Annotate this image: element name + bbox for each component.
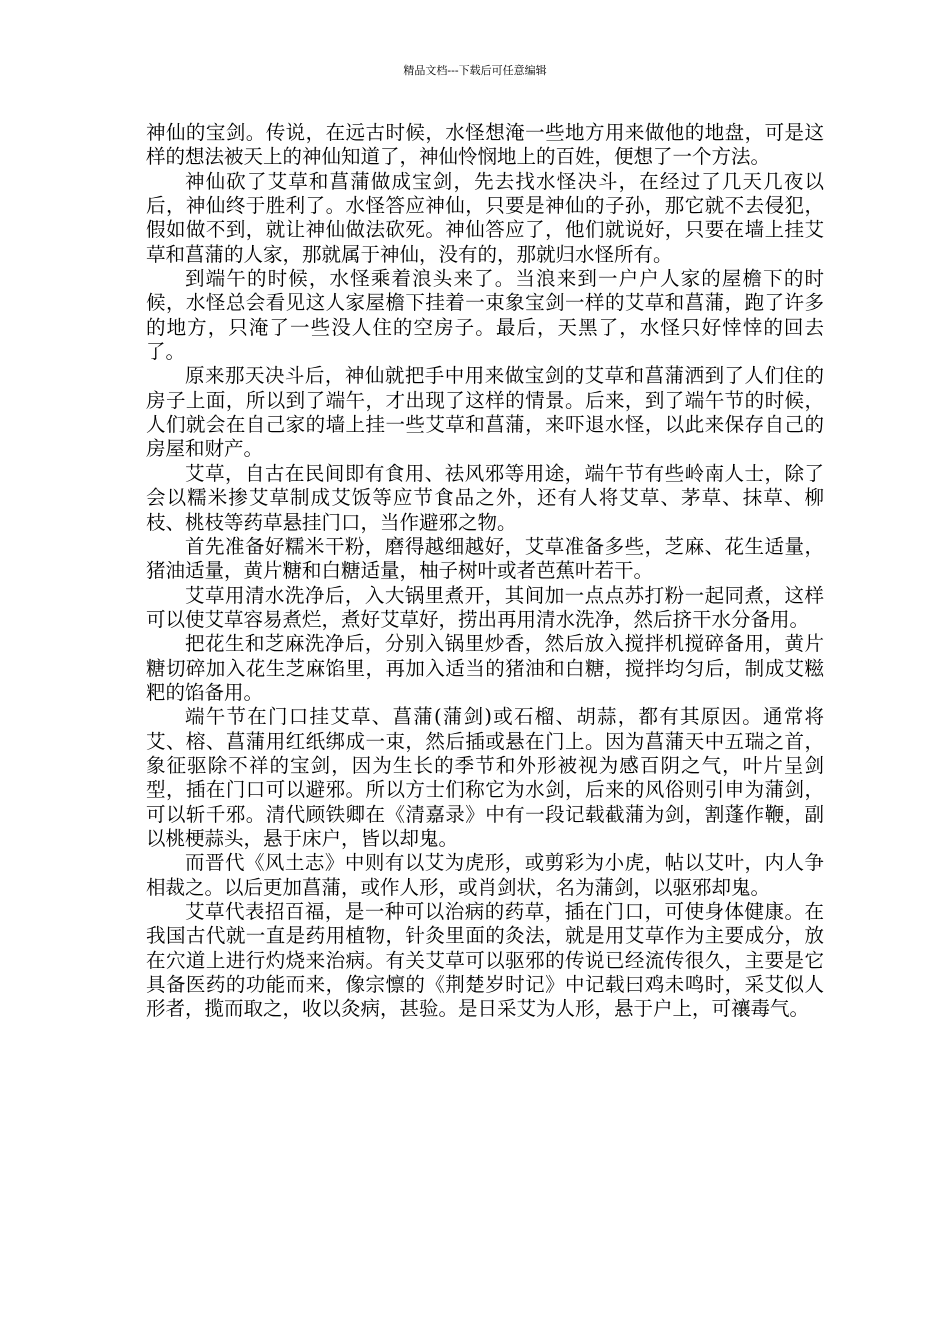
page-header: 精品文档---下载后可任意编辑 <box>403 64 547 77</box>
paragraph: 首先准备好糯米干粉，磨得越细越好，艾草准备多些，芝麻、花生适量，猪油适量，黄片糖和白糖适量，柚子树叶或者芭蕉叶若干。 <box>146 534 824 583</box>
paragraph: 而晋代《风土志》中则有以艾为虎形，或剪彩为小虎，帖以艾叶，内人争相裁之。以后更加菖蒲，或作人形，或肖剑状，名为蒲剑，以驱邪却鬼。 <box>146 851 824 899</box>
paragraph: 艾草代表招百福，是一种可以治病的药草，插在门口，可使身体健康。在我国古代就一直是药用植物，针灸里面的灸法，就是用艾草作为主要成分，放在穴道上进行灼烧来治病。有关艾草可以驱邪的传说已经流传很久，主要是它具备医药的功能而来，像宗懔的《荆楚岁时记》中记载曰鸡未鸣时，采艾似人形者，揽而取之，收以灸病，甚验。是日采艾为人形，悬于户上，可禳毒气。 <box>146 900 824 1021</box>
paragraph: 到端午的时候，水怪乘着浪头来了。当浪来到一户户人家的屋檐下的时候，水怪总会看见这人家屋檐下挂着一束象宝剑一样的艾草和菖蒲，跑了许多的地方，只淹了一些没人住的空房子。最后，天黑了，水怪只好悻悻的回去了。 <box>146 267 824 364</box>
paragraph: 艾草，自古在民间即有食用、祛风邪等用途，端午节有些岭南人士，除了会以糯米掺艾草制成艾饭等应节食品之外，还有人将艾草、茅草、抹草、柳枝、桃枝等药草悬挂门口，当作避邪之物。 <box>146 461 824 534</box>
document-body <box>146 121 824 1022</box>
paragraph: 原来那天决斗后，神仙就把手中用来做宝剑的艾草和菖蒲洒到了人们住的房子上面，所以到了端午，才出现了这样的情景。后来，到了端午节的时候，人们就会在自己家的墙上挂一些艾草和菖蒲，来吓退水怪，以此来保存自己的房屋和财产。 <box>146 364 824 461</box>
paragraph: 神仙砍了艾草和菖蒲做成宝剑，先去找水怪决斗，在经过了几天几夜以后，神仙终于胜利了。水怪答应神仙，只要是神仙的子孙，那它就不去侵犯，假如做不到，就让神仙做法砍死。神仙答应了，他们就说好，只要在墙上挂艾草和菖蒲的人家，那就属于神仙，没有的，那就归水怪所有。 <box>146 169 824 266</box>
paragraph: 神仙的宝剑。传说，在远古时候，水怪想淹一些地方用来做他的地盘，可是这样的想法被天上的神仙知道了，神仙怜悯地上的百姓，便想了一个方法。 <box>146 121 824 169</box>
paragraph: 艾草用清水洗净后，入大锅里煮开，其间加一点点苏打粉一起同煮，这样可以使艾草容易煮烂，煮好艾草好，捞出再用清水洗净，然后挤干水分备用。 <box>146 583 824 631</box>
paragraph: 把花生和芝麻洗净后，分别入锅里炒香，然后放入搅拌机搅碎备用，黄片糖切碎加入花生芝麻馅里，再加入适当的猪油和白糖，搅拌均匀后，制成艾糍粑的馅备用。 <box>146 632 824 704</box>
paragraph: 端午节在门口挂艾草、菖蒲(蒲剑)或石榴、胡蒜，都有其原因。通常将艾、榕、菖蒲用红纸绑成一束，然后插或悬在门上。因为菖蒲天中五瑞之首，象征驱除不祥的宝剑，因为生长的季节和外形被视为感百阴之气，叶片呈剑型，插在门口可以避邪。所以方士们称它为水剑，后来的风俗则引申为蒲剑，可以斩千邪。清代顾铁卿在《清嘉录》中有一段记载截蒲为剑，割蓬作鞭，副以桃梗蒜头，悬于床户，皆以却鬼。 <box>146 705 824 850</box>
